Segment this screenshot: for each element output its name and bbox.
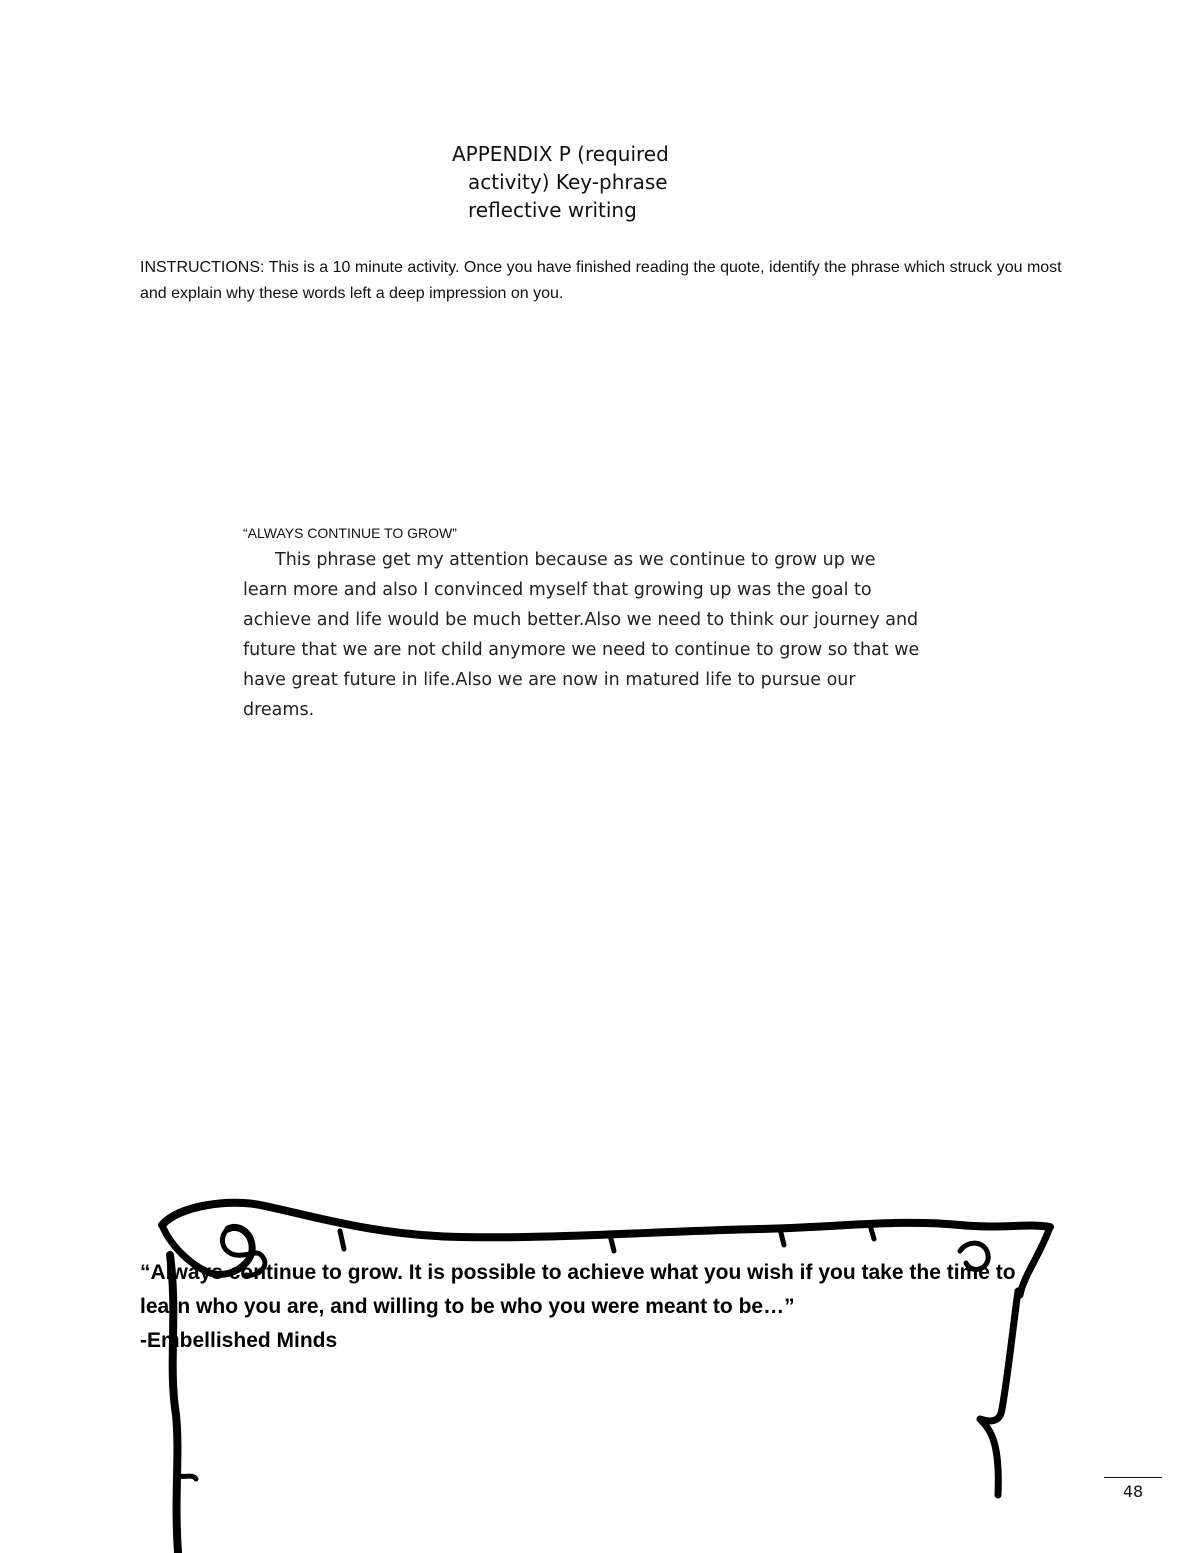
- featured-quote: [140, 1256, 1070, 1358]
- appendix-title-line-2: activity) Key-phrase: [468, 170, 668, 194]
- instructions-text: INSTRUCTIONS: This is a 10 minute activity. Once you have finished reading the quote, identify the phrase which struck you most and explain why these words left a deep impression on you.: [140, 259, 1062, 302]
- student-answer: [243, 523, 923, 725]
- quote-text: “Always continue to grow. It is possible to achieve what you wish if you take the time to learn who you are, and willing to be who you were meant to be…”: [140, 1261, 1016, 1318]
- quote-attribution: -Embellished Minds: [140, 1329, 338, 1352]
- chosen-phrase: “ALWAYS CONTINUE TO GROW”: [243, 525, 457, 541]
- page-number: 48: [1104, 1477, 1162, 1506]
- appendix-title-line-1: APPENDIX P (required: [452, 142, 669, 166]
- appendix-title: [452, 140, 742, 224]
- scroll-border-icon: [140, 1195, 1070, 1553]
- scroll-frame-illustration: [140, 1195, 1070, 1553]
- answer-body: This phrase get my attention because as we continue to grow up we learn more and also I convinced myself that growing up was the goal to achieve and life would be much better.Also we need to think our journey and future that we are not child anymore we need to continue to grow so that we have great future in life.Also we are now in matured life to pursue our dreams.: [243, 550, 920, 720]
- appendix-title-line-3: reflective writing: [468, 198, 637, 222]
